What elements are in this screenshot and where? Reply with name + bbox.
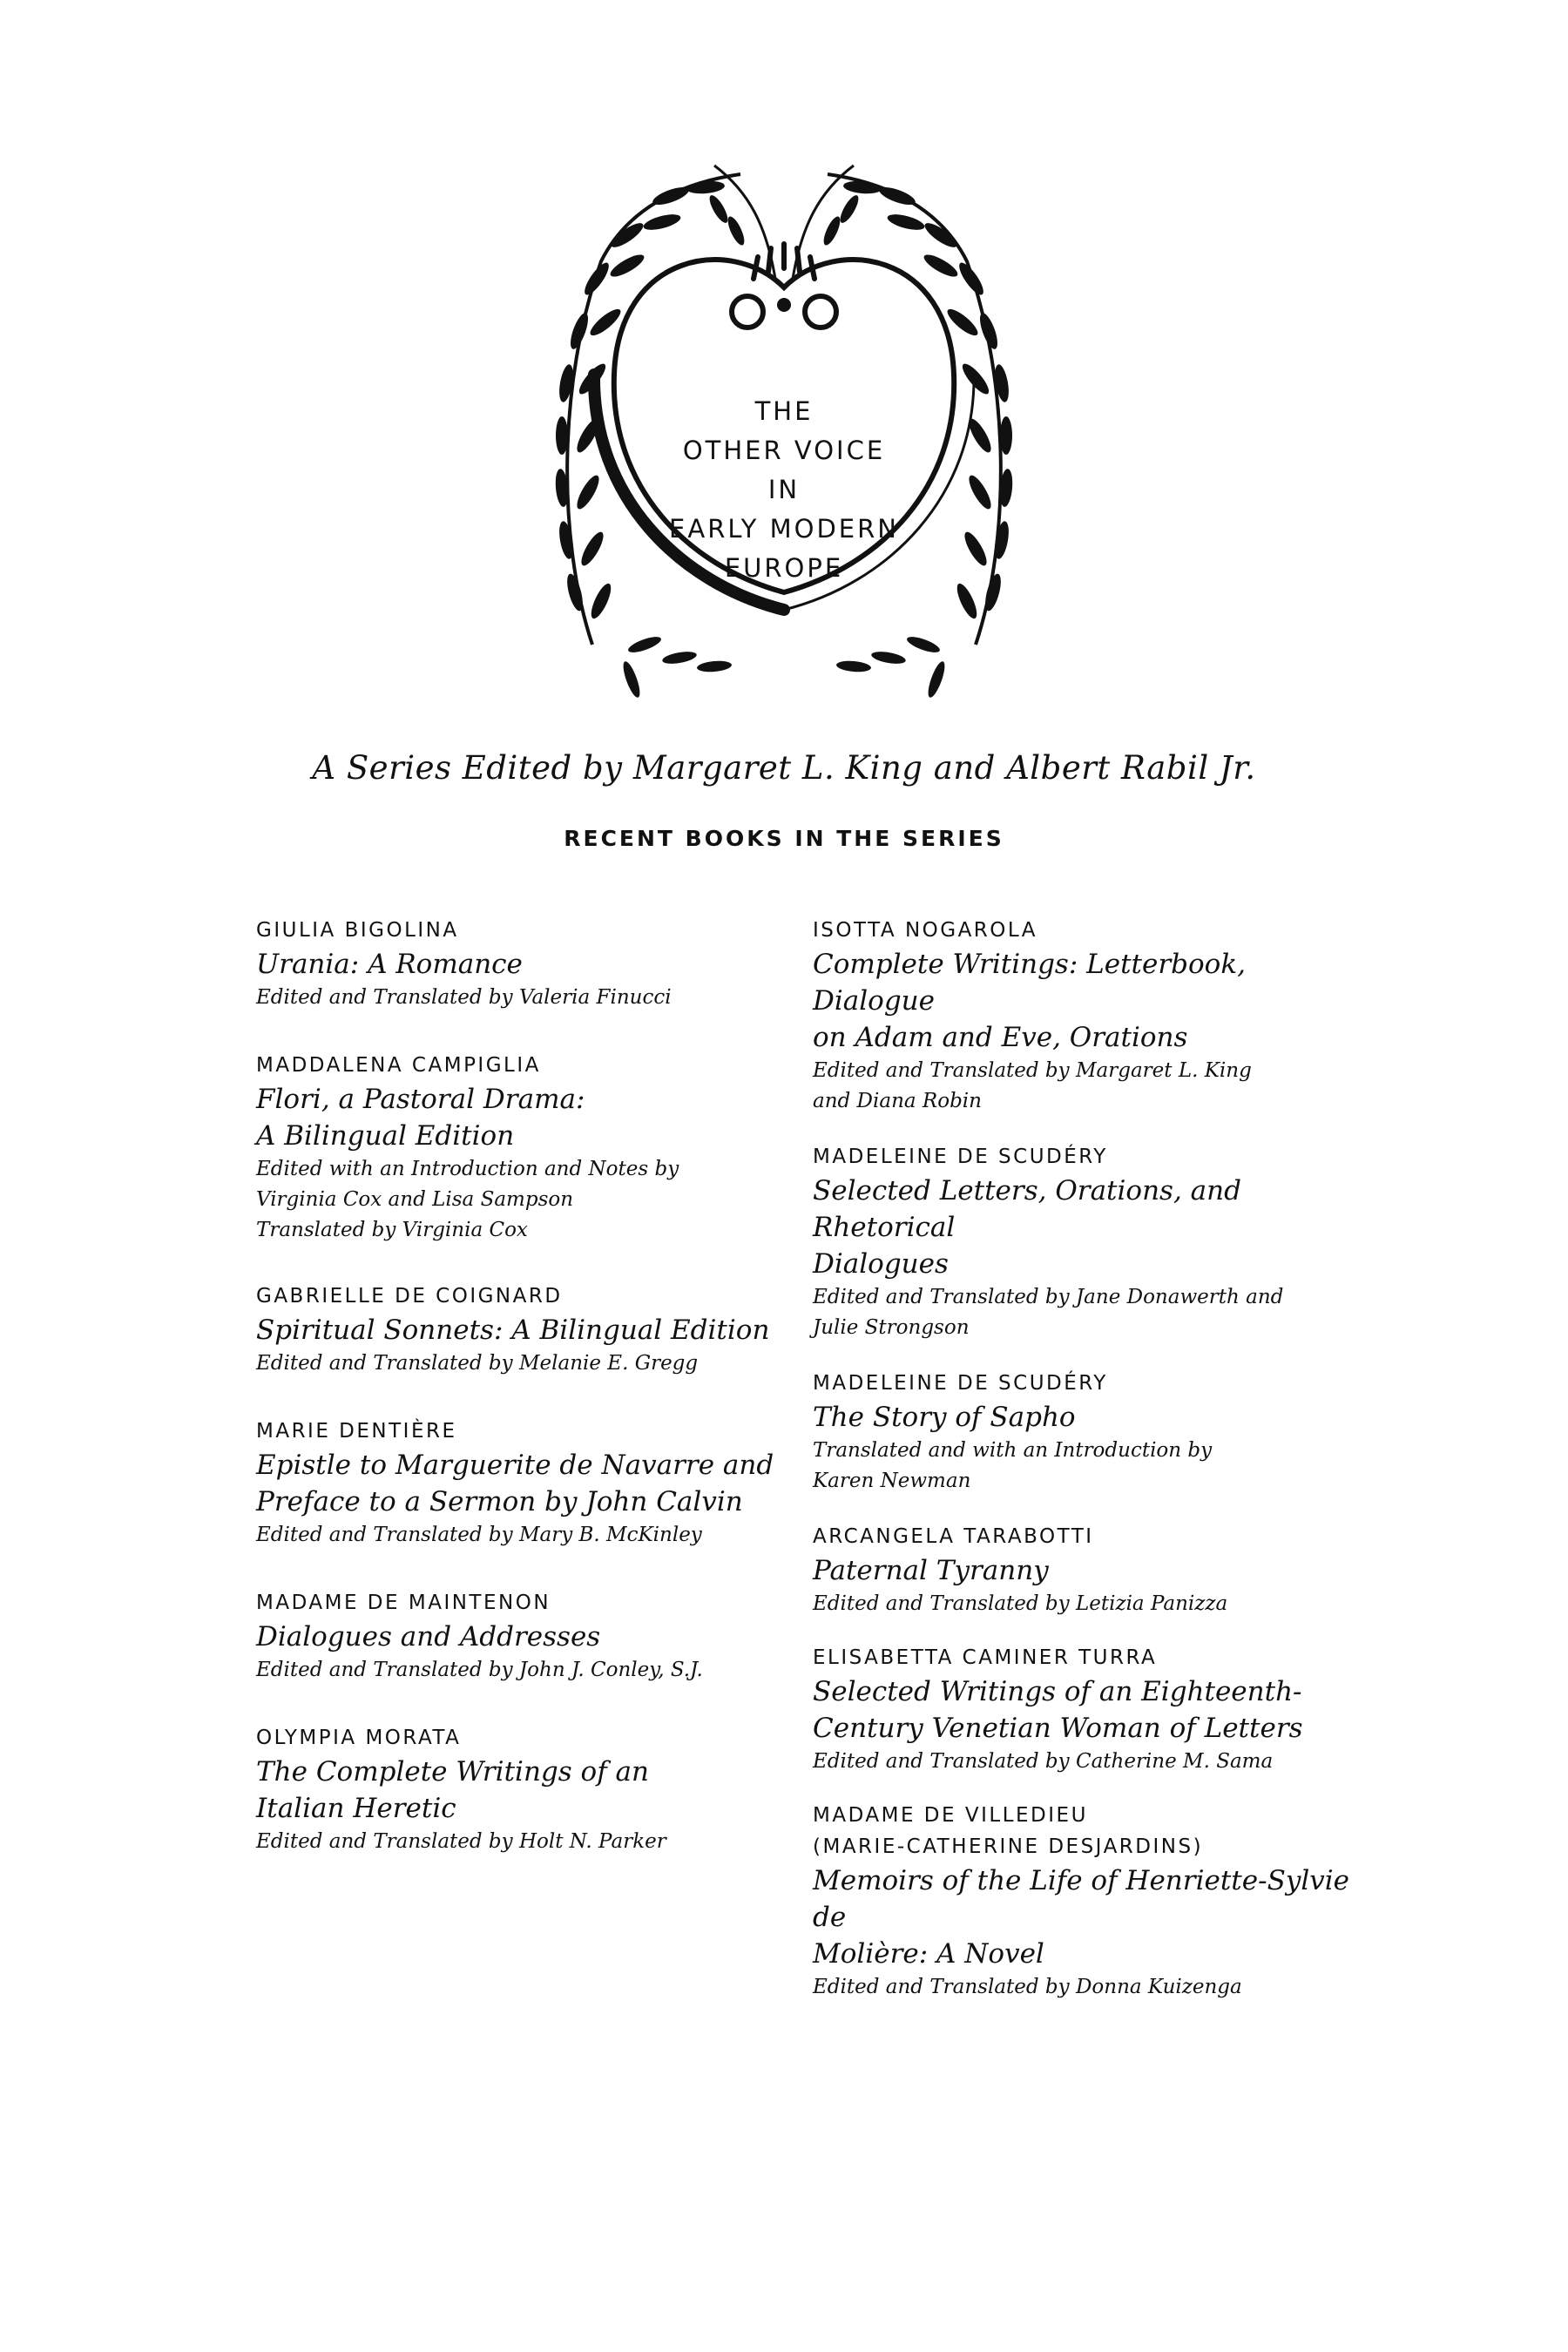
book-credit: Translated and with an Introduction by xyxy=(813,1439,1213,1462)
series-emblem xyxy=(540,157,1028,714)
book-title: Epistle to Marguerite de Navarre and xyxy=(256,1450,774,1481)
book-entry xyxy=(813,1642,1370,1777)
book-title: Preface to a Sermon by John Calvin xyxy=(256,1486,743,1517)
book-credit: and Diana Robin xyxy=(813,1090,982,1112)
book-credit: Edited and Translated by Jane Donawerth and xyxy=(813,1286,1284,1308)
book-author: MADDALENA CAMPIGLIA xyxy=(256,1054,541,1077)
book-author: OLYMPIA MORATA xyxy=(256,1727,462,1749)
book-title: Flori, a Pastoral Drama: xyxy=(256,1084,585,1115)
book-title: Memoirs of the Life of Henriette-Sylvie de xyxy=(813,1865,1350,1933)
book-author: MADELEINE DE SCUDÉRY xyxy=(813,1372,1108,1395)
book-credit: Edited and Translated by Margaret L. King xyxy=(813,1059,1252,1082)
section-heading: RECENT BOOKS IN THE SERIES xyxy=(564,826,1004,851)
book-entry xyxy=(813,1368,1370,1497)
book-credit: Edited and Translated by Donna Kuizenga xyxy=(813,1976,1242,1998)
book-credit: Edited and Translated by John J. Conley, S.J. xyxy=(256,1659,703,1681)
book-credit: Julie Strongson xyxy=(813,1316,970,1339)
book-title: Century Venetian Woman of Letters xyxy=(813,1713,1303,1744)
book-credit: Edited and Translated by Mary B. McKinley xyxy=(256,1524,702,1546)
book-credit: Edited and Translated by Holt N. Parker xyxy=(256,1830,666,1853)
book-title: Italian Heretic xyxy=(256,1793,456,1824)
book-author: ELISABETTA CAMINER TURRA xyxy=(813,1646,1158,1669)
right-column xyxy=(813,915,1370,2003)
book-title: A Bilingual Edition xyxy=(256,1120,515,1152)
book-title: Selected Letters, Orations, and Rhetorical xyxy=(813,1175,1241,1243)
book-credit: Karen Newman xyxy=(813,1470,971,1492)
book-author: MADAME DE MAINTENON xyxy=(256,1592,551,1614)
series-editors: A Series Edited by Margaret L. King and Albert Rabil Jr. xyxy=(312,749,1256,787)
book-entry xyxy=(256,915,796,1013)
book-entry xyxy=(256,1281,796,1379)
series-name-line: IN xyxy=(767,475,801,504)
left-column xyxy=(256,915,796,1857)
book-entry xyxy=(256,1050,796,1246)
book-title: The Story of Sapho xyxy=(813,1402,1076,1433)
book-title: on Adam and Eve, Orations xyxy=(813,1022,1188,1053)
book-author: MADAME DE VILLEDIEU xyxy=(813,1804,1088,1827)
book-title: The Complete Writings of an xyxy=(256,1756,649,1788)
book-title: Paternal Tyranny xyxy=(813,1555,1049,1586)
book-credit: Edited with an Introduction and Notes by xyxy=(256,1158,679,1180)
book-author: MARIE DENTIÈRE xyxy=(256,1420,457,1443)
book-entry xyxy=(256,1722,796,1857)
book-credit: Edited and Translated by Valeria Finucci xyxy=(256,986,672,1009)
book-author: GABRIELLE DE COIGNARD xyxy=(256,1285,563,1308)
book-credit: Edited and Translated by Melanie E. Gregg xyxy=(256,1352,699,1375)
book-title: Complete Writings: Letterbook, Dialogue xyxy=(813,949,1246,1017)
book-title: Spiritual Sonnets: A Bilingual Edition xyxy=(256,1315,770,1346)
book-entry xyxy=(813,1521,1370,1619)
book-credit: Virginia Cox and Lisa Sampson xyxy=(256,1188,574,1211)
book-author: MADELEINE DE SCUDÉRY xyxy=(813,1146,1108,1168)
book-entry xyxy=(813,1800,1370,2003)
book-author-alias: (MARIE-CATHERINE DESJARDINS) xyxy=(813,1835,1204,1858)
book-entry xyxy=(256,1416,796,1551)
book-entry xyxy=(813,1141,1370,1343)
book-entry xyxy=(813,915,1370,1117)
book-title: Dialogues and Addresses xyxy=(256,1621,601,1652)
series-name-line: THE xyxy=(754,396,814,426)
series-name xyxy=(540,392,1028,588)
book-title: Urania: A Romance xyxy=(256,949,523,980)
book-entry xyxy=(256,1587,796,1686)
book-author: GIULIA BIGOLINA xyxy=(256,919,459,942)
book-credit: Translated by Virginia Cox xyxy=(256,1219,528,1241)
book-author: ARCANGELA TARABOTTI xyxy=(813,1525,1094,1548)
book-author: ISOTTA NOGAROLA xyxy=(813,919,1037,942)
book-title: Selected Writings of an Eighteenth- xyxy=(813,1676,1302,1707)
series-name-line: EARLY MODERN xyxy=(669,514,899,544)
book-credit: Edited and Translated by Letizia Panizza xyxy=(813,1592,1228,1615)
book-title: Molière: A Novel xyxy=(813,1938,1044,1970)
series-name-line: EUROPE xyxy=(724,553,844,583)
series-name-line: OTHER VOICE xyxy=(682,436,886,465)
book-title: Dialogues xyxy=(813,1248,949,1280)
book-credit: Edited and Translated by Catherine M. Sama xyxy=(813,1750,1274,1773)
